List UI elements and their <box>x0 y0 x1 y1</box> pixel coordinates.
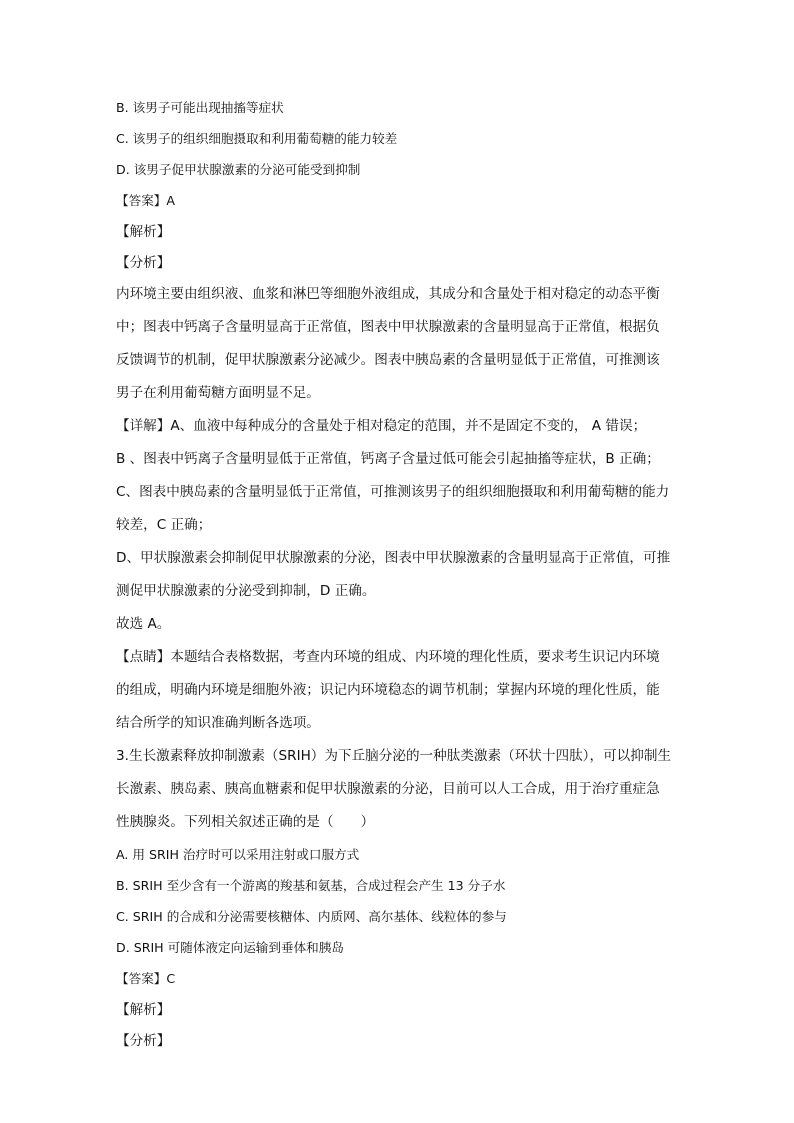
q3-stem-line: 性胰腺炎。下列相关叙述正确的是（ ） <box>116 814 375 830</box>
q3-jiexi-heading: 【解析】 <box>116 1002 171 1018</box>
q3-stem <box>116 746 676 832</box>
q2-option-c: C. 该男子的组织细胞摄取和利用葡萄糖的能力较差 <box>116 131 398 146</box>
q2-analysis-line: 反馈调节的机制，促甲状腺激素分泌减少。图表中胰岛素的含量明显低于正常值，可推测该 <box>116 352 660 368</box>
q2-detail-line: 【详解】A、血液中每种成分的含量处于相对稳定的范围，并不是固定不变的， A 错误； <box>116 418 647 434</box>
q2-detail-line: 故选 A。 <box>116 616 171 632</box>
q3-option-c: C. SRIH 的合成和分泌需要核糖体、内质网、高尔基体、线粒体的参与 <box>116 909 507 924</box>
q2-detail-line: 测促甲状腺激素的分泌受到抑制，D 正确。 <box>116 583 376 599</box>
q3-option-b: B. SRIH 至少含有一个游离的羧基和氨基，合成过程会产生 13 分子水 <box>116 878 506 893</box>
q2-detail-line: 较差，C 正确； <box>116 517 212 533</box>
q2-analysis-line: 中；图表中钙离子含量明显高于正常值，图表中甲状腺激素的含量明显高于正常值，根据负 <box>116 319 660 335</box>
q2-detail <box>116 416 676 634</box>
q2-analysis <box>116 284 676 403</box>
q2-analysis-line: 内环境主要由组织液、血浆和淋巴等细胞外液组成，其成分和含量处于相对稳定的动态平衡 <box>116 286 660 302</box>
page-content <box>116 98 676 1062</box>
q3-fenxi-heading: 【分析】 <box>116 1033 171 1049</box>
q2-dianjing-line: 【点睛】本题结合表格数据，考查内环境的组成、内环境的理化性质，要求考生识记内环境 <box>116 649 660 665</box>
q2-option-b: B. 该男子可能出现抽搐等症状 <box>116 100 284 115</box>
q3-option-d: D. SRIH 可随体液定向运输到垂体和胰岛 <box>116 940 344 955</box>
q2-detail-line: B 、图表中钙离子含量明显低于正常值，钙离子含量过低可能会引起抽搐等症状，B 正确； <box>116 451 660 467</box>
q3-answer: 【答案】C <box>116 971 176 986</box>
q2-analysis-line: 男子在利用葡萄糖方面明显不足。 <box>116 385 320 401</box>
q2-dianjing-line: 的组成，明确内环境是细胞外液；识记内环境稳态的调节机制；掌握内环境的理化性质，能 <box>116 682 660 698</box>
q3-option-a: A. 用 SRIH 治疗时可以采用注射或口服方式 <box>116 847 360 862</box>
q2-option-d: D. 该男子促甲状腺激素的分泌可能受到抑制 <box>116 162 361 177</box>
q3-stem-line: 长激素、胰岛素、胰高血糖素和促甲状腺激素的分泌，目前可以人工合成，用于治疗重症急 <box>116 781 660 797</box>
q2-answer: 【答案】A <box>116 193 175 208</box>
q2-fenxi-heading: 【分析】 <box>116 255 171 271</box>
q2-detail-line: D、甲状腺激素会抑制促甲状腺激素的分泌，图表中甲状腺激素的含量明显高于正常值，可推 <box>116 550 671 566</box>
q2-jiexi-heading: 【解析】 <box>116 224 171 240</box>
q3-stem-line: 3.生长激素释放抑制激素（SRIH）为下丘脑分泌的一种肽类激素（环状十四肽），可以抑制生 <box>116 748 672 764</box>
q2-dianjing-line: 结合所学的知识准确判断各选项。 <box>116 715 320 731</box>
q2-detail-line: C、图表中胰岛素的含量明显低于正常值，可推测该男子的组织细胞摄取和利用葡萄糖的能力 <box>116 484 670 500</box>
q2-dianjing <box>116 647 676 733</box>
